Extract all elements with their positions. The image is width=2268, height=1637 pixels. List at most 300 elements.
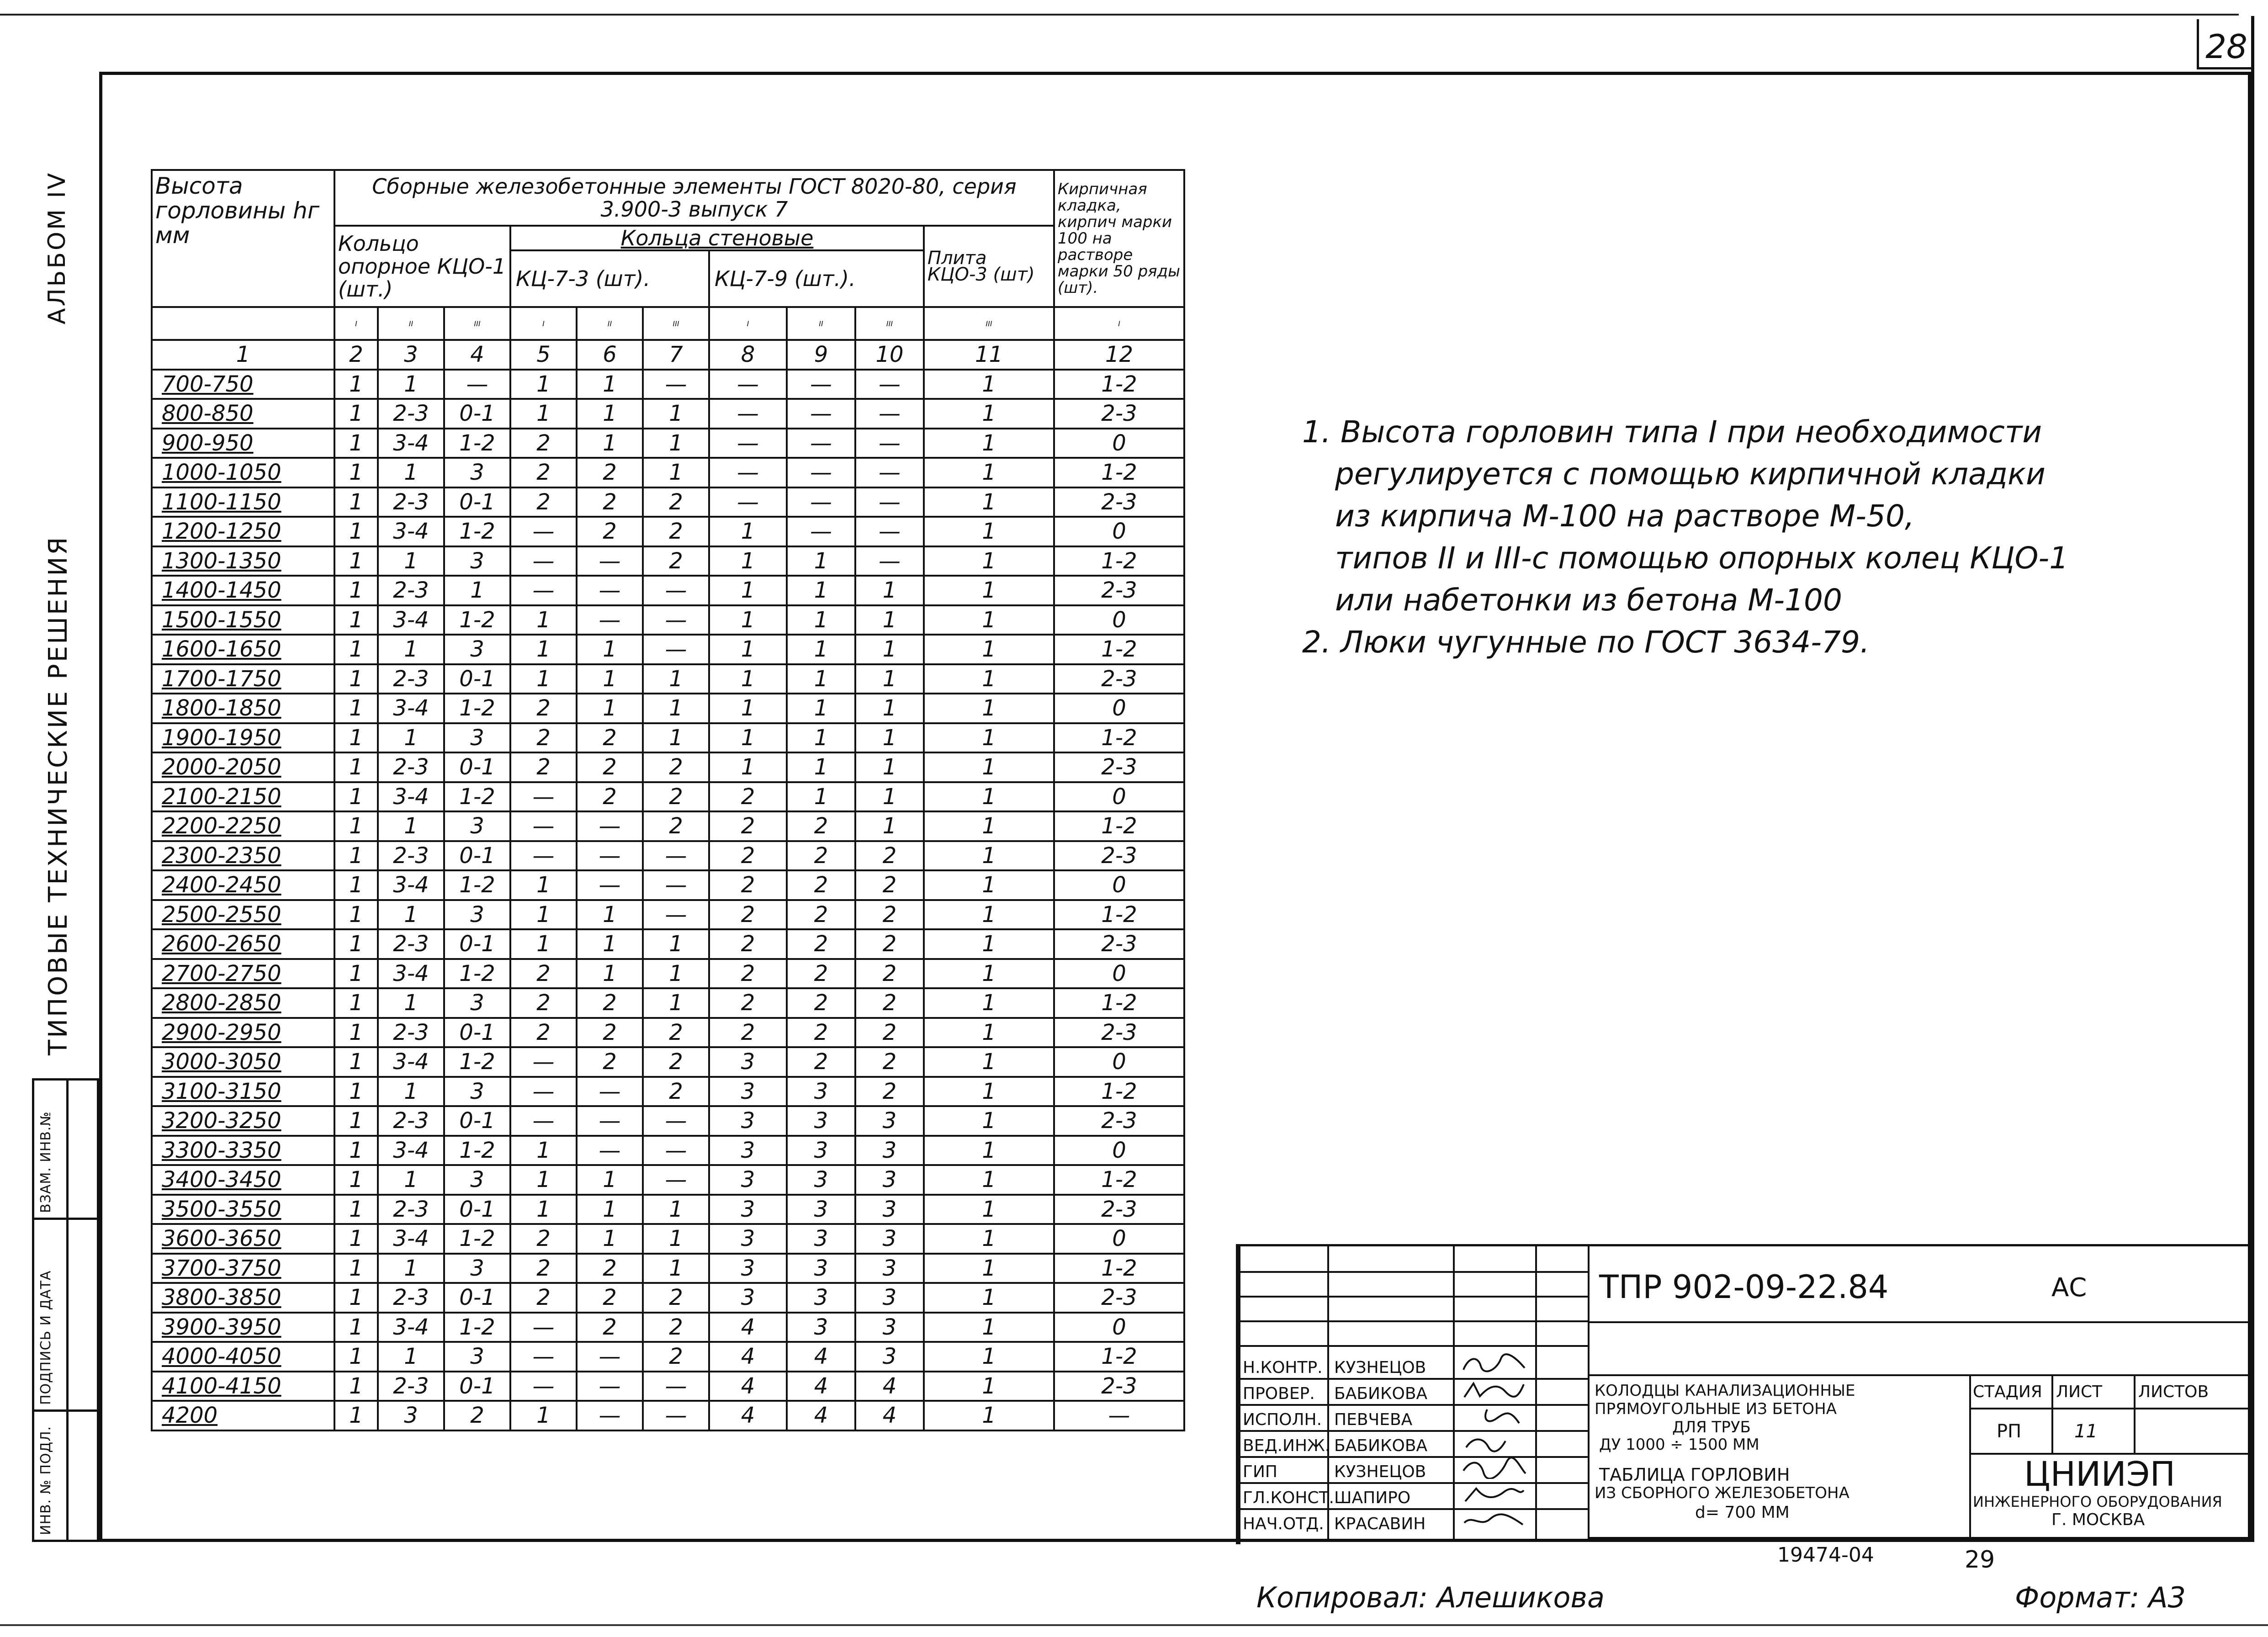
table-cell: 1: [643, 1254, 709, 1283]
sheet-value: 11: [2074, 1421, 2098, 1442]
table-cell: 2: [855, 959, 924, 989]
table-cell: —: [577, 1372, 643, 1401]
stamp-field: ВЗАМ. ИНВ.№: [38, 1111, 54, 1213]
table-cell: 1: [924, 900, 1054, 930]
height-range-cell: 1800-1850: [152, 694, 334, 723]
table-cell: —: [510, 1106, 577, 1136]
table-cell: 1: [787, 664, 855, 694]
table-cell: 1: [378, 370, 444, 399]
table-cell: 3: [787, 1254, 855, 1283]
note-line: 1. Высота горловин типа I при необходимости: [1302, 414, 2042, 450]
table-cell: 1: [334, 782, 378, 812]
table-cell: 3-4: [378, 1047, 444, 1077]
table-cell: 1: [924, 664, 1054, 694]
table-cell: 1: [924, 1165, 1054, 1195]
table-cell: 2: [709, 782, 787, 812]
table-cell: 3-4: [378, 517, 444, 546]
table-cell: —: [510, 1342, 577, 1372]
table-cell: 2-3: [1054, 399, 1184, 429]
table-row: [152, 870, 1184, 900]
tb-line: [1238, 1320, 1588, 1322]
table-cell: —: [577, 1401, 643, 1430]
table-cell: —: [643, 841, 709, 871]
doc-code: ТПР 902-09-22.84: [1599, 1268, 1889, 1306]
table-cell: 1: [924, 782, 1054, 812]
table-row: [152, 959, 1184, 989]
extra-number: 29: [1965, 1546, 1995, 1573]
column-number: 6: [577, 340, 643, 370]
table-cell: 4: [709, 1342, 787, 1372]
table-cell: 1-2: [1054, 1165, 1184, 1195]
table-cell: 2-3: [1054, 1283, 1184, 1313]
person-name: КУЗНЕЦОВ: [1334, 1462, 1426, 1481]
note-line: из кирпича М-100 на растворе М-50,: [1335, 498, 1914, 534]
table-cell: 1: [924, 635, 1054, 664]
note-line: или набетонки из бетона М-100: [1335, 583, 1842, 618]
table-cell: 1: [334, 1342, 378, 1372]
table-cell: 3: [444, 458, 510, 487]
table-cell: 1-2: [1054, 1077, 1184, 1107]
table-cell: 2: [444, 1401, 510, 1430]
table-cell: 0-1: [444, 752, 510, 782]
tb-line: [1238, 1378, 1588, 1380]
table-cell: 2-3: [378, 752, 444, 782]
table-cell: 2: [577, 988, 643, 1018]
height-range-cell: 3000-3050: [152, 1047, 334, 1077]
table-cell: 1: [924, 1195, 1054, 1224]
tb-line: [1453, 1246, 1455, 1539]
table-cell: 1-2: [444, 1136, 510, 1166]
table-cell: 1: [709, 517, 787, 546]
table-cell: —: [577, 1342, 643, 1372]
table-cell: 1: [924, 1136, 1054, 1166]
org-subtitle: ИНЖЕНЕРНОГО ОБОРУДОВАНИЯ: [1973, 1493, 2222, 1510]
height-range-cell: 2100-2150: [152, 782, 334, 812]
table-cell: 0: [1054, 782, 1184, 812]
height-range-cell: 3700-3750: [152, 1254, 334, 1283]
table-cell: 0: [1054, 429, 1184, 458]
table-cell: 1: [709, 576, 787, 605]
table-cell: 3: [378, 1401, 444, 1430]
table-cell: 2: [643, 811, 709, 841]
table-cell: 0: [1054, 1136, 1184, 1166]
column-number: 2: [334, 340, 378, 370]
table-cell: 1: [334, 694, 378, 723]
table-cell: 1-2: [1054, 811, 1184, 841]
table-cell: 1: [510, 605, 577, 635]
column-number: 12: [1054, 340, 1184, 370]
role-label: НАЧ.ОТД.: [1243, 1515, 1324, 1533]
tb-line: [1238, 1296, 1588, 1298]
table-cell: 1: [924, 1018, 1054, 1048]
brick-header: Кирпичная кладка, кирпич марки 100 на растворе марки 50 ряды (шт).: [1054, 170, 1184, 307]
table-cell: 3: [444, 1077, 510, 1107]
table-cell: 1: [787, 605, 855, 635]
table-cell: 1: [510, 664, 577, 694]
support-ring-header: Кольцо опорное КЦО-1 (шт.): [334, 226, 510, 307]
table-cell: 1: [643, 723, 709, 753]
table-cell: 3: [855, 1165, 924, 1195]
table-cell: 1: [510, 929, 577, 959]
table-cell: 1-2: [1054, 1342, 1184, 1372]
table-cell: 1: [334, 517, 378, 546]
table-cell: 1: [378, 458, 444, 487]
table-cell: —: [855, 399, 924, 429]
org-city: Г. МОСКВА: [2051, 1510, 2145, 1529]
table-cell: 0-1: [444, 1372, 510, 1401]
table-cell: 1: [378, 1342, 444, 1372]
table-cell: 2: [510, 694, 577, 723]
table-cell: 1: [924, 988, 1054, 1018]
table-cell: 3: [855, 1195, 924, 1224]
table-cell: —: [643, 870, 709, 900]
table-cell: 1: [855, 694, 924, 723]
person-name: КУЗНЕЦОВ: [1334, 1358, 1426, 1377]
table-cell: 1: [643, 929, 709, 959]
table-row: [152, 1077, 1184, 1107]
table-cell: 2: [787, 988, 855, 1018]
table-cell: 3: [787, 1195, 855, 1224]
table-cell: 1: [378, 635, 444, 664]
column-number: 7: [643, 340, 709, 370]
table-cell: 1: [510, 1165, 577, 1195]
table-cell: —: [855, 370, 924, 399]
table-cell: 1: [378, 988, 444, 1018]
table-cell: —: [709, 370, 787, 399]
table-cell: 3: [709, 1047, 787, 1077]
table-cell: 2-3: [378, 1283, 444, 1313]
column-number: 9: [787, 340, 855, 370]
person-name: БАБИКОВА: [1334, 1384, 1428, 1403]
stamp-divider: [66, 1081, 69, 1540]
table-cell: 0-1: [444, 1283, 510, 1313]
table-cell: —: [787, 429, 855, 458]
table-cell: —: [643, 1401, 709, 1430]
table-cell: 1-2: [444, 959, 510, 989]
table-cell: 3: [444, 1165, 510, 1195]
table-cell: 2: [643, 782, 709, 812]
column-number: 11: [924, 340, 1054, 370]
table-cell: 3: [855, 1342, 924, 1372]
sheet-label: ЛИСТ: [2056, 1383, 2103, 1401]
table-cell: 2-3: [1054, 1372, 1184, 1401]
table-cell: 0: [1054, 870, 1184, 900]
table-cell: 2: [577, 458, 643, 487]
table-row: [152, 635, 1184, 664]
table-cell: 0-1: [444, 1018, 510, 1048]
person-name: ШАПИРО: [1334, 1489, 1411, 1507]
table-cell: 2: [709, 811, 787, 841]
table-cell: 2: [643, 546, 709, 576]
table-cell: 1: [510, 635, 577, 664]
table-row: [152, 1047, 1184, 1077]
table-cell: 1: [924, 1077, 1054, 1107]
table-cell: 1: [334, 1195, 378, 1224]
table-cell: 2: [643, 1018, 709, 1048]
table-cell: —: [577, 1077, 643, 1107]
tb-line: [1588, 1321, 2252, 1323]
table-cell: 1: [924, 1254, 1054, 1283]
table-cell: 3: [787, 1165, 855, 1195]
table-cell: 0: [1054, 605, 1184, 635]
table-cell: 1: [577, 929, 643, 959]
height-range-cell: 700-750: [152, 370, 334, 399]
table-cell: 2: [787, 1047, 855, 1077]
table-cell: 1: [643, 959, 709, 989]
table-cell: 2-3: [1054, 841, 1184, 871]
table-cell: 2: [577, 723, 643, 753]
column-number: 3: [378, 340, 444, 370]
height-range-cell: 3600-3650: [152, 1224, 334, 1254]
height-range-cell: 1300-1350: [152, 546, 334, 576]
table-cell: 2: [787, 929, 855, 959]
table-cell: 1: [924, 1224, 1054, 1254]
table-cell: 1: [378, 1077, 444, 1107]
table-row: [152, 429, 1184, 458]
table-cell: 2: [709, 959, 787, 989]
table-cell: 1: [334, 1077, 378, 1107]
height-range-cell: 1200-1250: [152, 517, 334, 546]
table-row: [152, 1283, 1184, 1313]
table-cell: 1: [334, 635, 378, 664]
signature-icon: [1460, 1457, 1528, 1479]
role-label: ИСПОЛН.: [1243, 1410, 1322, 1429]
table-cell: 1: [709, 635, 787, 664]
height-range-cell: 2800-2850: [152, 988, 334, 1018]
table-cell: 1: [924, 458, 1054, 487]
table-cell: 3: [855, 1283, 924, 1313]
table-cell: 1: [787, 782, 855, 812]
table-cell: 2: [510, 1254, 577, 1283]
table-cell: 1: [924, 841, 1054, 871]
note-line: регулируется с помощью кирпичной кладки: [1335, 456, 2045, 492]
table-cell: 1: [444, 576, 510, 605]
table-cell: 1-2: [1054, 988, 1184, 1018]
table-cell: —: [643, 1136, 709, 1166]
table-cell: 3: [709, 1077, 787, 1107]
table-cell: 2-3: [378, 399, 444, 429]
table-cell: —: [577, 546, 643, 576]
table-cell: —: [787, 399, 855, 429]
table-cell: 2-3: [378, 1372, 444, 1401]
table-cell: 2: [787, 841, 855, 871]
table-cell: 1: [577, 959, 643, 989]
table-cell: 1: [334, 546, 378, 576]
tb-line: [1588, 1374, 2252, 1376]
table-cell: 1: [334, 900, 378, 930]
table-cell: 0: [1054, 959, 1184, 989]
role-label: ГИП: [1243, 1462, 1277, 1481]
height-range-cell: 2400-2450: [152, 870, 334, 900]
table-cell: 4: [855, 1401, 924, 1430]
table-cell: 2: [510, 1224, 577, 1254]
height-range-cell: 2600-2650: [152, 929, 334, 959]
plate-header: Плита КЦО-3 (шт): [924, 226, 1054, 307]
table-row: [152, 664, 1184, 694]
table-cell: —: [709, 487, 787, 517]
table-cell: 3: [855, 1313, 924, 1342]
stamp-row-line: [34, 1409, 97, 1412]
table-cell: 4: [855, 1372, 924, 1401]
paper-format: Формат: А3: [2015, 1581, 2186, 1614]
table-cell: 1: [334, 723, 378, 753]
table-cell: 3-4: [378, 959, 444, 989]
table-row: [152, 1313, 1184, 1342]
role-label: ПРОВЕР.: [1243, 1384, 1315, 1403]
table-cell: 1: [510, 1195, 577, 1224]
height-range-cell: 2700-2750: [152, 959, 334, 989]
table-cell: 3: [444, 900, 510, 930]
top-border-line: [0, 14, 2239, 16]
stamp-row-line: [34, 1218, 97, 1220]
table-cell: 2: [709, 1018, 787, 1048]
table-cell: —: [577, 811, 643, 841]
table-cell: —: [787, 370, 855, 399]
height-range-cell: 4000-4050: [152, 1342, 334, 1372]
table-cell: 2-3: [378, 1018, 444, 1048]
table-cell: 1: [334, 487, 378, 517]
table-row: [152, 782, 1184, 812]
title-block: [1236, 1244, 2252, 1573]
type-cell: III: [855, 307, 924, 340]
table-cell: 1: [577, 1165, 643, 1195]
table-cell: —: [855, 429, 924, 458]
sheet-title-line: ИЗ СБОРНОГО ЖЕЛЕЗОБЕТОНА: [1595, 1484, 1849, 1502]
height-range-cell: 4100-4150: [152, 1372, 334, 1401]
table-cell: 1-2: [444, 605, 510, 635]
table-cell: 1: [924, 752, 1054, 782]
table-cell: 2-3: [378, 487, 444, 517]
type-cell: III: [444, 307, 510, 340]
type-cell: III: [924, 307, 1054, 340]
table-cell: 1: [378, 1165, 444, 1195]
table-cell: —: [787, 487, 855, 517]
series-label: ТИПОВЫЕ ТЕХНИЧЕСКИЕ РЕШЕНИЯ: [43, 535, 73, 1055]
table-cell: 2: [855, 1047, 924, 1077]
table-cell: 1: [378, 723, 444, 753]
table-cell: —: [510, 841, 577, 871]
table-cell: 1: [577, 370, 643, 399]
table-cell: 2-3: [1054, 1018, 1184, 1048]
table-cell: —: [577, 870, 643, 900]
table-cell: 3: [709, 1165, 787, 1195]
table-cell: —: [510, 546, 577, 576]
table-cell: 2-3: [1054, 487, 1184, 517]
table-cell: 1: [924, 870, 1054, 900]
table-cell: 1: [924, 1342, 1054, 1372]
table-cell: 2: [577, 1254, 643, 1283]
stage-label: СТАДИЯ: [1973, 1383, 2042, 1401]
table-cell: 1-2: [444, 694, 510, 723]
table-cell: 1-2: [1054, 458, 1184, 487]
table-cell: 1: [855, 576, 924, 605]
table-cell: 3: [709, 1136, 787, 1166]
table-cell: 1: [643, 429, 709, 458]
table-cell: 1: [378, 811, 444, 841]
table-cell: 2: [577, 517, 643, 546]
table-cell: 1-2: [444, 1313, 510, 1342]
table-cell: 1: [924, 1401, 1054, 1430]
height-range-cell: 1400-1450: [152, 576, 334, 605]
table-row: [152, 1195, 1184, 1224]
column-number: 1: [152, 340, 334, 370]
table-row: [152, 900, 1184, 930]
table-cell: 2: [787, 870, 855, 900]
table-cell: 3-4: [378, 605, 444, 635]
height-range-cell: 2000-2050: [152, 752, 334, 782]
table-cell: 1: [924, 1372, 1054, 1401]
table-cell: 2-3: [378, 841, 444, 871]
type-cell: I: [1054, 307, 1184, 340]
table-cell: —: [855, 517, 924, 546]
type-cell: II: [787, 307, 855, 340]
copied-by: Копировал: Алешикова: [1256, 1581, 1605, 1614]
table-cell: 1: [643, 988, 709, 1018]
table-cell: 1: [709, 605, 787, 635]
table-cell: 3: [444, 988, 510, 1018]
table-cell: 2: [709, 929, 787, 959]
table-cell: 1: [510, 1136, 577, 1166]
stage-value: РП: [1997, 1421, 2022, 1442]
table-cell: 1: [924, 487, 1054, 517]
height-range-cell: 3500-3550: [152, 1195, 334, 1224]
person-name: КРАСАВИН: [1334, 1515, 1426, 1533]
table-cell: 2: [709, 900, 787, 930]
height-range-cell: 2500-2550: [152, 900, 334, 930]
table-cell: 2: [510, 1018, 577, 1048]
table-row: [152, 487, 1184, 517]
table-row: [152, 811, 1184, 841]
table-cell: 2: [855, 929, 924, 959]
height-range-cell: 4200: [152, 1401, 334, 1430]
table-cell: 1: [334, 458, 378, 487]
table-cell: —: [510, 782, 577, 812]
table-cell: 2: [510, 429, 577, 458]
height-header: Высота горловины hг мм: [152, 170, 334, 307]
table-cell: 1: [334, 576, 378, 605]
person-name: БАБИКОВА: [1334, 1436, 1428, 1455]
table-cell: 3: [855, 1106, 924, 1136]
table-cell: 1: [924, 1106, 1054, 1136]
table-cell: —: [577, 1106, 643, 1136]
table-row: [152, 605, 1184, 635]
table-cell: 2: [855, 1018, 924, 1048]
column-number-row: [152, 340, 1184, 370]
bottom-border-line: [0, 1624, 2268, 1626]
table-cell: 1: [855, 752, 924, 782]
project-title-line: ПРЯМОУГОЛЬНЫЕ ИЗ БЕТОНА: [1595, 1400, 1837, 1418]
table-cell: 1: [855, 782, 924, 812]
tb-line: [1238, 1404, 1588, 1406]
table-cell: 3: [855, 1254, 924, 1283]
table-cell: 0: [1054, 1224, 1184, 1254]
table-cell: —: [510, 517, 577, 546]
tb-line: [1588, 1246, 1590, 1539]
table-cell: 2: [787, 1018, 855, 1048]
table-cell: 1: [787, 576, 855, 605]
type-cell: I: [334, 307, 378, 340]
signature-icon: [1460, 1352, 1528, 1374]
table-cell: 2: [577, 1047, 643, 1077]
column-number: 5: [510, 340, 577, 370]
table-cell: 2: [577, 487, 643, 517]
type-cell: I: [510, 307, 577, 340]
table-cell: —: [787, 458, 855, 487]
section-code: АС: [2051, 1273, 2087, 1303]
table-cell: —: [510, 1313, 577, 1342]
table-cell: —: [577, 605, 643, 635]
table-cell: 3: [787, 1077, 855, 1107]
